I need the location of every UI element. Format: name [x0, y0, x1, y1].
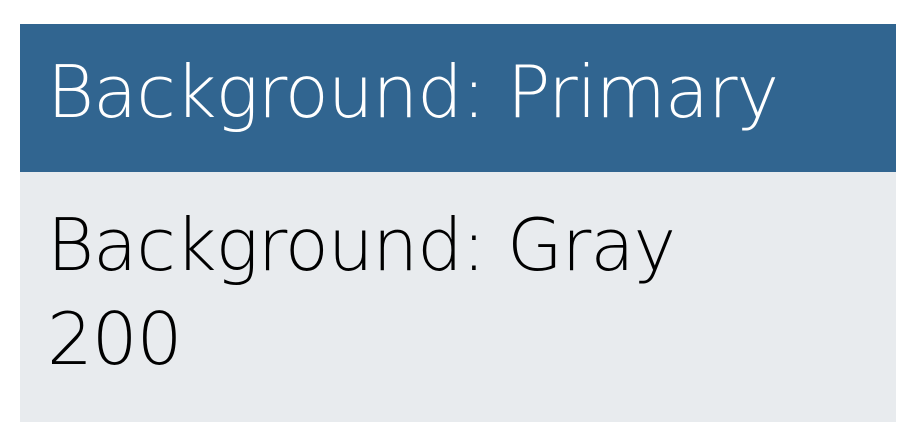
gray-200-background-swatch: [20, 172, 896, 422]
gray-200-swatch-label: Background: Gray 200: [47, 203, 676, 381]
primary-swatch-label: Background: Primary: [47, 50, 779, 134]
primary-background-swatch: [20, 24, 896, 172]
